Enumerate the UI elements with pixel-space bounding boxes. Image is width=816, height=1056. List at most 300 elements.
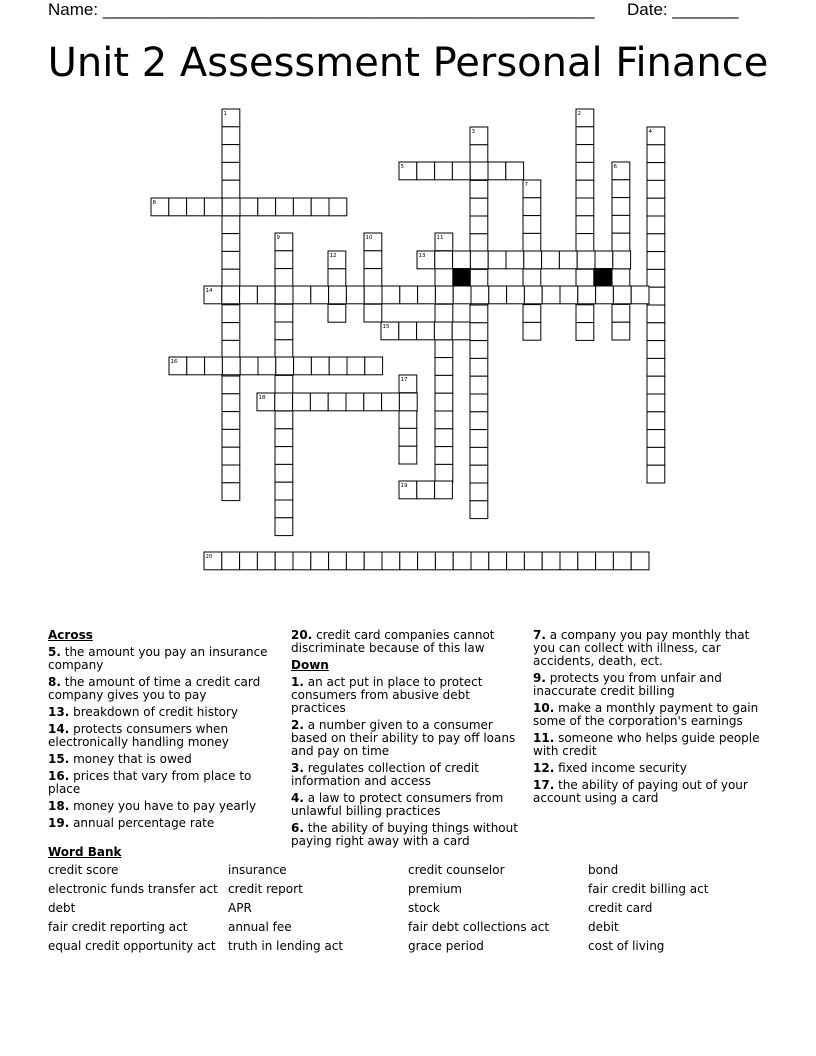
grid-cell[interactable] bbox=[578, 286, 596, 304]
grid-cell[interactable] bbox=[275, 251, 293, 269]
clue-text: protects you from unfair and inaccurate credit billing bbox=[533, 671, 722, 698]
grid-cell[interactable] bbox=[576, 269, 594, 287]
grid-cell[interactable] bbox=[647, 412, 665, 430]
clue-number: 16. bbox=[48, 769, 70, 783]
grid-cell[interactable] bbox=[470, 162, 488, 180]
grid-cell[interactable] bbox=[435, 251, 453, 269]
word-bank-col-1 bbox=[48, 864, 218, 959]
clue-text: credit card companies cannot discriminate because of this law bbox=[291, 628, 495, 655]
grid-cell[interactable] bbox=[647, 145, 665, 163]
clue-number: 17. bbox=[533, 778, 555, 792]
grid-cell[interactable] bbox=[523, 322, 541, 340]
word-bank-item: credit counselor bbox=[408, 863, 505, 877]
clue-number: 12. bbox=[533, 761, 555, 775]
word-bank-item: fair debt collections act bbox=[408, 920, 550, 934]
word-bank-title: Word Bank bbox=[48, 845, 122, 859]
down-clue bbox=[533, 762, 763, 775]
grid-number: 11 bbox=[436, 235, 444, 241]
grid-cell[interactable] bbox=[613, 251, 631, 269]
clue-number: 5. bbox=[48, 645, 61, 659]
across-clue bbox=[48, 706, 273, 719]
grid-cell[interactable] bbox=[275, 304, 293, 322]
clue-number: 11. bbox=[533, 731, 555, 745]
down-heading: Down bbox=[291, 658, 329, 672]
clue-number: 18. bbox=[48, 799, 70, 813]
grid-cell[interactable] bbox=[647, 252, 665, 270]
word-bank-col-4 bbox=[588, 864, 708, 959]
down-clue bbox=[533, 732, 763, 758]
clue-number: 10. bbox=[533, 701, 555, 715]
grid-cell[interactable] bbox=[310, 393, 328, 411]
grid-cell[interactable] bbox=[506, 162, 524, 180]
grid-cell[interactable] bbox=[542, 251, 560, 269]
grid-cell[interactable] bbox=[576, 127, 594, 145]
grid-cell[interactable] bbox=[524, 552, 542, 570]
grid-cell[interactable] bbox=[453, 286, 471, 304]
grid-cell[interactable] bbox=[222, 286, 240, 304]
grid-cell[interactable] bbox=[275, 393, 293, 411]
grid-cell[interactable] bbox=[240, 357, 258, 375]
word-bank-item: premium bbox=[408, 882, 462, 896]
grid-cell[interactable] bbox=[347, 357, 365, 375]
grid-cell[interactable] bbox=[647, 269, 665, 287]
grid-cell[interactable] bbox=[647, 465, 665, 483]
grid-cell[interactable] bbox=[222, 394, 240, 412]
word-bank-item: electronic funds transfer act bbox=[48, 882, 218, 896]
grid-cell[interactable] bbox=[329, 286, 347, 304]
grid-cell[interactable] bbox=[364, 393, 382, 411]
grid-cell[interactable] bbox=[612, 322, 630, 340]
clue-text: regulates collection of credit information and access bbox=[291, 761, 479, 788]
grid-cell[interactable] bbox=[275, 464, 293, 482]
grid-cell[interactable] bbox=[647, 305, 665, 323]
grid-cell[interactable] bbox=[222, 234, 240, 252]
grid-cell[interactable] bbox=[471, 286, 489, 304]
grid-cell[interactable] bbox=[435, 269, 453, 287]
grid-cell[interactable] bbox=[577, 251, 595, 269]
grid-cell[interactable] bbox=[452, 322, 470, 340]
grid-cell[interactable] bbox=[275, 375, 293, 393]
grid-cell[interactable] bbox=[240, 286, 258, 304]
grid-cell[interactable] bbox=[418, 552, 436, 570]
grid-cell[interactable] bbox=[293, 198, 311, 216]
grid-cell[interactable] bbox=[417, 322, 435, 340]
grid-cell[interactable] bbox=[399, 428, 417, 446]
grid-cell[interactable] bbox=[399, 393, 417, 411]
grid-cell[interactable] bbox=[576, 323, 594, 341]
down-clue bbox=[533, 702, 763, 728]
grid-cell[interactable] bbox=[311, 286, 329, 304]
grid-number: 18 bbox=[258, 395, 266, 401]
grid-cell[interactable] bbox=[435, 358, 453, 376]
down-clue bbox=[291, 822, 521, 848]
word-bank-item: APR bbox=[228, 901, 252, 915]
word-bank-item: cost of living bbox=[588, 939, 665, 953]
grid-number: 17 bbox=[400, 377, 408, 383]
clue-number: 1. bbox=[291, 675, 304, 689]
grid-cell[interactable] bbox=[364, 286, 382, 304]
grid-cell[interactable] bbox=[346, 552, 364, 570]
grid-cell[interactable] bbox=[187, 357, 205, 375]
grid-cell[interactable] bbox=[488, 251, 506, 269]
grid-cell[interactable] bbox=[576, 162, 594, 180]
across-clue bbox=[48, 676, 273, 702]
grid-cell[interactable] bbox=[507, 552, 525, 570]
grid-cell[interactable] bbox=[560, 286, 578, 304]
grid-cell[interactable] bbox=[647, 430, 665, 448]
grid-cell[interactable] bbox=[542, 552, 560, 570]
grid-number: 14 bbox=[205, 288, 213, 294]
grid-cell[interactable] bbox=[275, 340, 293, 358]
grid-cell[interactable] bbox=[470, 341, 488, 359]
grid-cell[interactable] bbox=[275, 429, 293, 447]
grid-number: 10 bbox=[365, 235, 373, 241]
grid-cell[interactable] bbox=[382, 552, 400, 570]
grid-cell[interactable] bbox=[258, 198, 276, 216]
grid-cell[interactable] bbox=[417, 162, 435, 180]
grid-cell[interactable] bbox=[364, 304, 382, 322]
grid-cell[interactable] bbox=[329, 198, 347, 216]
clue-text: annual percentage rate bbox=[69, 816, 215, 830]
grid-cell[interactable] bbox=[612, 215, 630, 233]
grid-cell[interactable] bbox=[222, 198, 240, 216]
clue-number: 19. bbox=[48, 816, 70, 830]
grid-cell[interactable] bbox=[647, 394, 665, 412]
clue-number: 8. bbox=[48, 675, 61, 689]
word-bank-item: grace period bbox=[408, 939, 484, 953]
grid-cell[interactable] bbox=[631, 286, 649, 304]
grid-cell[interactable] bbox=[612, 304, 630, 322]
grid-cell[interactable] bbox=[275, 500, 293, 518]
grid-cell[interactable] bbox=[647, 323, 665, 341]
grid-cell[interactable] bbox=[596, 286, 614, 304]
clue-text: an act put in place to protect consumers from abusive debt practices bbox=[291, 675, 483, 715]
grid-cell[interactable] bbox=[275, 411, 293, 429]
word-bank-item: credit card bbox=[588, 901, 653, 915]
date-field: Date: _______ bbox=[627, 0, 739, 19]
word-bank-item: credit report bbox=[228, 882, 303, 896]
clue-text: a company you pay monthly that you can collect with illness, car accidents, death, ect. bbox=[533, 628, 750, 668]
grid-cell[interactable] bbox=[328, 393, 346, 411]
grid-cell[interactable] bbox=[489, 552, 507, 570]
grid-number: 16 bbox=[170, 359, 178, 365]
grid-cell[interactable] bbox=[435, 481, 453, 499]
grid-number: 4 bbox=[648, 129, 652, 135]
across-clue bbox=[48, 770, 273, 796]
grid-cell[interactable] bbox=[294, 357, 312, 375]
grid-cell[interactable] bbox=[382, 286, 400, 304]
grid-cell[interactable] bbox=[470, 465, 488, 483]
grid-cell[interactable] bbox=[647, 447, 665, 465]
clue-text: protects consumers when electronically handling money bbox=[48, 722, 229, 749]
down-clue bbox=[291, 762, 521, 788]
grid-cell[interactable] bbox=[506, 251, 524, 269]
grid-cell[interactable] bbox=[647, 198, 665, 216]
grid-cell[interactable] bbox=[293, 393, 311, 411]
grid-cell[interactable] bbox=[311, 552, 329, 570]
clue-number: 14. bbox=[48, 722, 70, 736]
grid-cell[interactable] bbox=[489, 286, 507, 304]
word-bank-item: debit bbox=[588, 920, 619, 934]
grid-cell[interactable] bbox=[399, 411, 417, 429]
grid-cell[interactable] bbox=[417, 481, 435, 499]
grid-cell[interactable] bbox=[222, 483, 240, 501]
across-clue bbox=[291, 629, 521, 655]
grid-cell[interactable] bbox=[275, 552, 293, 570]
grid-cell[interactable] bbox=[576, 180, 594, 198]
across-clue bbox=[48, 646, 273, 672]
grid-cell[interactable] bbox=[612, 180, 630, 198]
grid-cell[interactable] bbox=[524, 286, 542, 304]
grid-cell[interactable] bbox=[435, 286, 453, 304]
grid-cell[interactable] bbox=[470, 483, 488, 501]
name-field: Name: ____________________________________________________ bbox=[48, 0, 595, 19]
grid-cell[interactable] bbox=[488, 162, 506, 180]
grid-number: 6 bbox=[613, 164, 617, 170]
grid-cell[interactable] bbox=[559, 251, 577, 269]
grid-cell[interactable] bbox=[328, 269, 346, 287]
word-bank-item: credit score bbox=[48, 863, 119, 877]
grid-cell[interactable] bbox=[435, 375, 453, 393]
grid-cell[interactable] bbox=[471, 552, 489, 570]
grid-cell[interactable] bbox=[346, 286, 364, 304]
across-clue bbox=[48, 723, 273, 749]
clues-column-2 bbox=[291, 629, 521, 852]
across-clue bbox=[48, 753, 273, 766]
grid-cell[interactable] bbox=[204, 198, 222, 216]
clue-number: 4. bbox=[291, 791, 304, 805]
grid-cell[interactable] bbox=[647, 358, 665, 376]
grid-cell[interactable] bbox=[400, 552, 418, 570]
grid-cell[interactable] bbox=[470, 412, 488, 430]
grid-cell[interactable] bbox=[470, 323, 488, 341]
grid-cell[interactable] bbox=[275, 286, 293, 304]
grid-number: 20 bbox=[205, 554, 213, 560]
grid-cell[interactable] bbox=[647, 216, 665, 234]
clue-number: 20. bbox=[291, 628, 313, 642]
grid-cell[interactable] bbox=[576, 198, 594, 216]
grid-cell[interactable] bbox=[576, 216, 594, 234]
grid-cell[interactable] bbox=[400, 286, 418, 304]
down-clue bbox=[533, 629, 763, 668]
grid-cell[interactable] bbox=[293, 286, 311, 304]
grid-cell[interactable] bbox=[524, 251, 542, 269]
grid-cell[interactable] bbox=[596, 552, 614, 570]
grid-cell[interactable] bbox=[258, 357, 276, 375]
grid-cell[interactable] bbox=[275, 322, 293, 340]
grid-cell[interactable] bbox=[222, 447, 240, 465]
grid-cell[interactable] bbox=[399, 446, 417, 464]
grid-cell[interactable] bbox=[470, 430, 488, 448]
clue-number: 6. bbox=[291, 821, 304, 835]
grid-cell[interactable] bbox=[647, 180, 665, 198]
down-clue bbox=[533, 672, 763, 698]
grid-cell[interactable] bbox=[329, 357, 347, 375]
word-bank-col-3 bbox=[408, 864, 549, 959]
grid-cell[interactable] bbox=[470, 447, 488, 465]
grid-cell[interactable] bbox=[222, 412, 240, 430]
grid-cell[interactable] bbox=[523, 269, 541, 287]
grid-cell[interactable] bbox=[257, 552, 275, 570]
grid-cell[interactable] bbox=[647, 376, 665, 394]
grid-cell[interactable] bbox=[523, 198, 541, 216]
grid-cell[interactable] bbox=[470, 180, 488, 198]
grid-cell[interactable] bbox=[435, 340, 453, 358]
word-bank-item: annual fee bbox=[228, 920, 292, 934]
clues-column-3 bbox=[533, 629, 763, 809]
grid-cell[interactable] bbox=[275, 482, 293, 500]
grid-cell[interactable] bbox=[453, 552, 471, 570]
grid-cell[interactable] bbox=[364, 269, 382, 287]
clue-text: the amount you pay an insurance company bbox=[48, 645, 268, 672]
word-bank-item: insurance bbox=[228, 863, 287, 877]
grid-cell[interactable] bbox=[470, 145, 488, 163]
grid-cell[interactable] bbox=[346, 393, 364, 411]
grid-cell[interactable] bbox=[435, 464, 453, 482]
grid-cell[interactable] bbox=[452, 162, 470, 180]
grid-cell[interactable] bbox=[470, 234, 488, 252]
grid-cell[interactable] bbox=[222, 340, 240, 358]
grid-cell[interactable] bbox=[613, 552, 631, 570]
grid-cell[interactable] bbox=[222, 127, 240, 145]
grid-number: 7 bbox=[524, 182, 528, 188]
grid-cell[interactable] bbox=[222, 305, 240, 323]
grid-number: 15 bbox=[382, 324, 390, 330]
grid-cell[interactable] bbox=[311, 357, 329, 375]
grid-cell[interactable] bbox=[328, 304, 346, 322]
clue-text: make a monthly payment to gain some of the corporation's earnings bbox=[533, 701, 759, 728]
grid-cell[interactable] bbox=[276, 198, 294, 216]
grid-cell[interactable] bbox=[257, 286, 275, 304]
grid-cell[interactable] bbox=[435, 447, 453, 465]
grid-cell[interactable] bbox=[612, 198, 630, 216]
grid-cell[interactable] bbox=[612, 233, 630, 251]
grid-cell[interactable] bbox=[470, 376, 488, 394]
grid-cell[interactable] bbox=[434, 322, 452, 340]
clue-text: money that is owed bbox=[69, 752, 192, 766]
grid-cell[interactable] bbox=[435, 429, 453, 447]
grid-cell[interactable] bbox=[470, 216, 488, 234]
clue-text: the ability of paying out of your account using a card bbox=[533, 778, 748, 805]
grid-cell[interactable] bbox=[470, 305, 488, 323]
grid-cell[interactable] bbox=[222, 429, 240, 447]
grid-cell[interactable] bbox=[435, 411, 453, 429]
grid-cell[interactable] bbox=[275, 447, 293, 465]
grid-cell[interactable] bbox=[293, 552, 311, 570]
grid-cell[interactable] bbox=[470, 394, 488, 412]
word-bank-item: bond bbox=[588, 863, 619, 877]
grid-cell[interactable] bbox=[435, 304, 453, 322]
grid-cell[interactable] bbox=[647, 287, 665, 305]
grid-cell[interactable] bbox=[276, 357, 294, 375]
grid-cell[interactable] bbox=[523, 305, 541, 323]
grid-cell[interactable] bbox=[647, 163, 665, 181]
grid-cell[interactable] bbox=[470, 358, 488, 376]
grid-cell[interactable] bbox=[578, 552, 596, 570]
clue-number: 2. bbox=[291, 718, 304, 732]
grid-cell[interactable] bbox=[222, 552, 240, 570]
grid-cell[interactable] bbox=[240, 552, 258, 570]
grid-number: 1 bbox=[223, 111, 227, 117]
grid-number: 13 bbox=[418, 253, 426, 259]
grid-cell[interactable] bbox=[222, 251, 240, 269]
word-bank-item: equal credit opportunity act bbox=[48, 939, 216, 953]
grid-cell[interactable] bbox=[311, 198, 329, 216]
grid-cell[interactable] bbox=[523, 216, 541, 234]
grid-number: 9 bbox=[276, 235, 280, 241]
grid-cell[interactable] bbox=[435, 393, 453, 411]
grid-cell[interactable] bbox=[222, 376, 240, 394]
grid-cell[interactable] bbox=[647, 234, 665, 252]
grid-number: 12 bbox=[329, 253, 337, 259]
grid-number: 8 bbox=[152, 200, 156, 206]
grid-cell[interactable] bbox=[507, 286, 525, 304]
grid-cell[interactable] bbox=[222, 145, 240, 163]
grid-cell[interactable] bbox=[470, 501, 488, 519]
grid-cell[interactable] bbox=[275, 269, 293, 287]
grid-cell[interactable] bbox=[365, 357, 383, 375]
grid-cell[interactable] bbox=[647, 341, 665, 359]
grid-cell[interactable] bbox=[169, 198, 187, 216]
grid-cell[interactable] bbox=[576, 145, 594, 163]
grid-cell[interactable] bbox=[275, 518, 293, 536]
down-clue bbox=[291, 792, 521, 818]
grid-cell[interactable] bbox=[364, 552, 382, 570]
grid-cell[interactable] bbox=[222, 180, 240, 198]
clue-text: fixed income security bbox=[554, 761, 687, 775]
grid-cell[interactable] bbox=[631, 552, 649, 570]
grid-cell[interactable] bbox=[613, 286, 631, 304]
across-clue bbox=[48, 817, 273, 830]
grid-cell[interactable] bbox=[435, 552, 453, 570]
grid-cell[interactable] bbox=[222, 162, 240, 180]
grid-cell[interactable] bbox=[240, 198, 258, 216]
clue-text: breakdown of credit history bbox=[69, 705, 239, 719]
grid-cell[interactable] bbox=[435, 162, 453, 180]
grid-cell[interactable] bbox=[222, 465, 240, 483]
clue-text: prices that vary from place to place bbox=[48, 769, 252, 796]
grid-cell[interactable] bbox=[470, 198, 488, 216]
grid-cell[interactable] bbox=[329, 552, 347, 570]
clue-number: 15. bbox=[48, 752, 70, 766]
word-bank-col-2 bbox=[228, 864, 343, 959]
grid-cell[interactable] bbox=[222, 357, 240, 375]
clue-number: 7. bbox=[533, 628, 546, 642]
grid-cell[interactable] bbox=[364, 251, 382, 269]
grid-cell[interactable] bbox=[612, 269, 630, 287]
grid-cell[interactable] bbox=[222, 216, 240, 234]
grid-cell[interactable] bbox=[205, 357, 223, 375]
down-clue bbox=[291, 719, 521, 758]
grid-cell[interactable] bbox=[222, 269, 240, 287]
grid-cell[interactable] bbox=[576, 305, 594, 323]
grid-cell[interactable] bbox=[470, 269, 488, 287]
grid-cell[interactable] bbox=[399, 322, 417, 340]
clue-number: 9. bbox=[533, 671, 546, 685]
grid-cell[interactable] bbox=[382, 393, 400, 411]
grid-cell[interactable] bbox=[187, 198, 205, 216]
grid-cell[interactable] bbox=[576, 234, 594, 252]
grid-cell[interactable] bbox=[523, 233, 541, 251]
clue-text: a number given to a consumer based on their ability to pay off loans and pay on time bbox=[291, 718, 516, 758]
grid-cell[interactable] bbox=[418, 286, 436, 304]
grid-cell[interactable] bbox=[560, 552, 578, 570]
grid-cell[interactable] bbox=[595, 251, 613, 269]
grid-cell[interactable] bbox=[470, 251, 488, 269]
grid-cell[interactable] bbox=[542, 286, 560, 304]
grid-cell[interactable] bbox=[453, 251, 471, 269]
grid-cell[interactable] bbox=[222, 323, 240, 341]
